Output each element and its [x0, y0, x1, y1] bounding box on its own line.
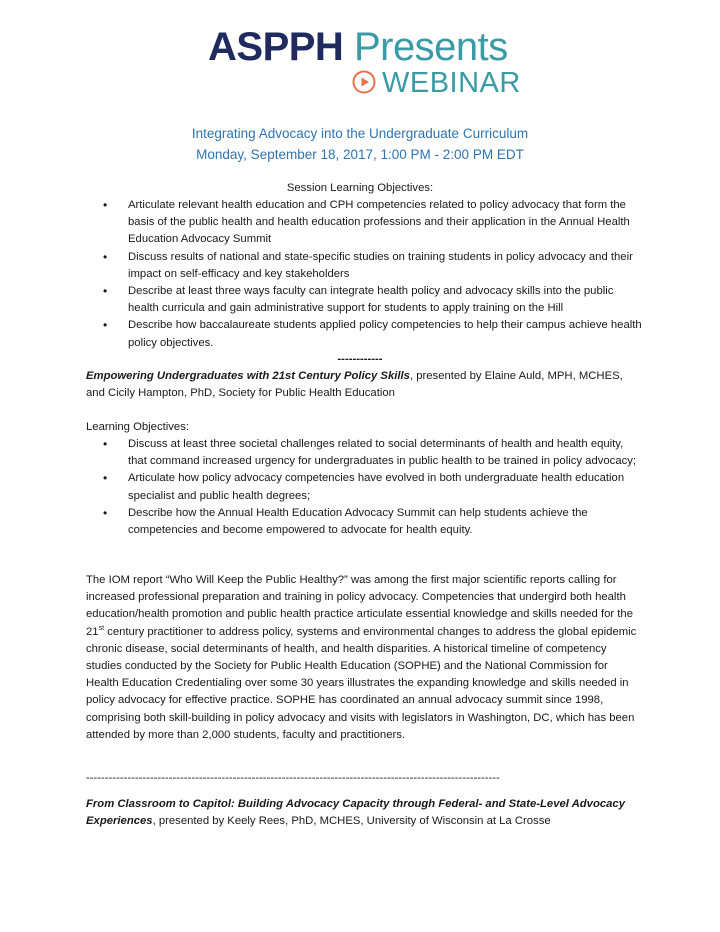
- talk1-title: Empowering Undergraduates with 21st Century Policy Skills: [86, 370, 410, 382]
- list-item: • Describe how the Annual Health Education Advocacy Summit can help students achieve the competencies and become empowered to advocate for health equity.: [86, 505, 642, 539]
- webinar-title: Integrating Advocacy into the Undergraduate Curriculum: [191, 126, 529, 141]
- talk2-heading: [86, 796, 642, 830]
- talk2-title: From Classroom to Capitol: Building Advocacy Capacity through Federal- and State-Level Advocacy Experiences: [86, 798, 626, 828]
- logo-presents: Presents: [353, 25, 508, 69]
- play-icon: [352, 70, 376, 94]
- section-separator: ------------: [337, 353, 383, 365]
- talk1-objectives-heading: Learning Objectives:: [86, 421, 189, 433]
- session-objectives-heading: Session Learning Objectives:: [286, 182, 434, 194]
- abstract-part1: The IOM report “Who Will Keep the Public Healthy?” was among the first major scientific reports calling for increased professional preparation and training in policy advocacy. Competencies that undergird both health education/health promotion and public health practice articulate essential knowledge and skills needed for the 21: [86, 574, 633, 638]
- aspph-presents-webinar-logo: [0, 24, 720, 104]
- talk1-heading: [86, 368, 642, 402]
- abstract-superscript: st: [98, 624, 105, 632]
- list-item: • Describe how baccalaureate students applied policy competencies to help their campus achieve health policy objectives.: [86, 317, 642, 351]
- talk1-abstract: [86, 572, 642, 744]
- list-item: • Articulate relevant health education and CPH competencies related to policy advocacy that form the basis of the public health and health education professions and their application in the Annual Health Education Advocacy Summit: [86, 197, 642, 249]
- logo-webinar: WEBINAR: [382, 67, 521, 99]
- list-item: • Describe at least three ways faculty can integrate health policy and advocacy skills into the public health curricula and gain administrative support for students to apply training on the Hill: [86, 283, 642, 317]
- logo-aspph: ASPPH: [208, 25, 344, 69]
- talk2-presenters: , presented by Keely Rees, PhD, MCHES, University of Wisconsin at La Crosse: [152, 815, 551, 828]
- talk1-presenters: , presented by Elaine Auld, MPH, MCHES, and Cicily Hampton, PhD, Society for Public Health Education: [86, 370, 623, 400]
- list-item: • Articulate how policy advocacy competencies have evolved in both undergraduate health education specialist and public health degrees;: [86, 470, 642, 504]
- session-objectives-list: [86, 197, 642, 352]
- list-item: • Discuss results of national and state-specific studies on training students in policy advocacy and their impact on self-efficacy and key stakeholders: [86, 249, 642, 283]
- webinar-date: Monday, September 18, 2017, 1:00 PM - 2:00 PM EDT: [196, 147, 524, 162]
- dashed-divider: --------------------------------------------------------------------------------------------------------------: [86, 772, 500, 784]
- logo-wordmark: [208, 24, 508, 70]
- abstract-part2: century practitioner to address policy, systems and environmental changes to address the global epidemic chronic disease, social determinants of health, and health disparities. A historical timeline of competency studies conducted by the Society for Public Health Education (SOPHE) and the National Commission for Health Education Credentialing over some 30 years illustrates the expanding knowledge and skills needed in policy advocacy for effective practice. SOPHE has coordinated an annual advocacy summit since 1998, comprising both skill-building in policy advocacy and visits with legislators in Washington, DC, which has been attended by more than 2,000 students, faculty and practitioners.: [86, 625, 637, 741]
- list-item: • Discuss at least three societal challenges related to social determinants of health and health equity, that command increased urgency for undergraduates in public health to be trained in policy advocacy;: [86, 436, 642, 470]
- talk1-objectives-list: [86, 436, 642, 539]
